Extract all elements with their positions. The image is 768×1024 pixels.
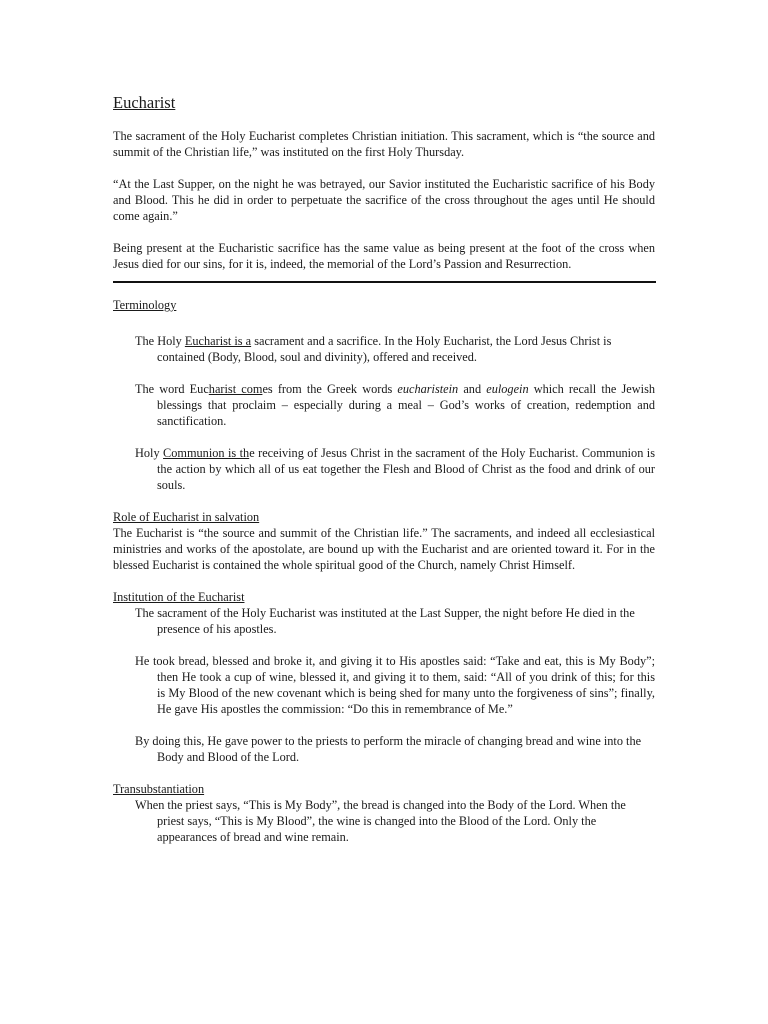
- terminology-item-communion: [135, 445, 655, 493]
- terminology-item-eucharist: [135, 333, 655, 365]
- greek-term-eucharistein: eucharistein: [397, 382, 459, 396]
- underlined-text-run: Eucharist is a: [184, 334, 252, 348]
- institution-item-2: He took bread, blessed and broke it, and giving it to His apostles said: “Take and eat, this is My Body”; then He took a cup of wine, blessed it, and giving it to them, said: “All of you drink of this; for this is My Blood of the new covenant which is being shed for many unto the forgiveness of sins”; finally, He gave His apostles the commission: “Do this in remembrance of Me.”: [135, 654, 655, 716]
- text-run: es from the Greek words: [262, 382, 398, 396]
- text-run: and: [458, 382, 487, 396]
- section-heading-institution: Institution of the Eucharist: [113, 590, 245, 604]
- transubstantiation-paragraph: When the priest says, “This is My Body”, the bread is changed into the Body of the Lord. When the priest says, “This is My Blood”, the wine is changed into the Blood of the Lord. Only the appearances of bread and wine remain.: [135, 798, 626, 844]
- institution-item-3: By doing this, He gave power to the priests to perform the miracle of changing bread and wine into the Body and Blood of the Lord.: [135, 734, 642, 764]
- horizontal-divider: [113, 281, 656, 283]
- underlined-text-run: harist com: [208, 382, 263, 396]
- underlined-text-run: Communion is th: [163, 446, 250, 460]
- text-run: Holy: [135, 446, 164, 460]
- text-run: e receiving of Jesus Christ in the sacrament of the Holy Eucharist. Communion is the action by which all of us eat together the Flesh and Blood of Christ as the food and drink of our souls.: [157, 446, 655, 492]
- text-run: which recall the Jewish blessings that proclaim – especially during a meal – God’s works of creation, redemption and sanctification.: [157, 382, 656, 428]
- section-heading-terminology: Terminology: [113, 298, 177, 312]
- terminology-item-word-origin: [135, 381, 655, 429]
- text-run: sacrament and a sacrifice. In the Holy Eucharist, the Lord Jesus Christ is contained (Body, Blood, soul and divinity), offered and received.: [157, 334, 612, 364]
- role-paragraph: The Eucharist is “the source and summit of the Christian life.” The sacraments, and indeed all ecclesiastical ministries and works of the apostolate, are bound up with the Eucharist and are oriented toward it. For in the blessed Eucharist is contained the whole spiritual good of the Church, namely Christ Himself.: [113, 526, 655, 572]
- intro-paragraph-1: The sacrament of the Holy Eucharist completes Christian initiation. This sacrament, which is “the source and summit of the Christian life,” was instituted on the first Holy Thursday.: [113, 129, 655, 159]
- institution-item-1: The sacrament of the Holy Eucharist was instituted at the Last Supper, the night before He died in the presence of his apostles.: [135, 606, 635, 636]
- intro-paragraph-3: Being present at the Eucharistic sacrifice has the same value as being present at the foot of the cross when Jesus died for our sins, for it is, indeed, the memorial of the Lord’s Passion and Resurrection.: [113, 241, 655, 271]
- section-heading-role: Role of Eucharist in salvation: [113, 510, 260, 524]
- greek-term-eulogein: eulogein: [486, 382, 529, 396]
- intro-paragraph-2: “At the Last Supper, on the night he was betrayed, our Savior instituted the Eucharistic sacrifice of his Body and Blood. This he did in order to perpetuate the sacrifice of the cross throughout the ages until He should come again.”: [113, 177, 655, 223]
- section-heading-transubstantiation: Transubstantiation: [113, 782, 205, 796]
- document-page: [113, 92, 655, 845]
- page-title: Eucharist: [113, 93, 176, 112]
- text-run: The Holy: [135, 334, 185, 348]
- text-run: The word Euc: [135, 382, 209, 396]
